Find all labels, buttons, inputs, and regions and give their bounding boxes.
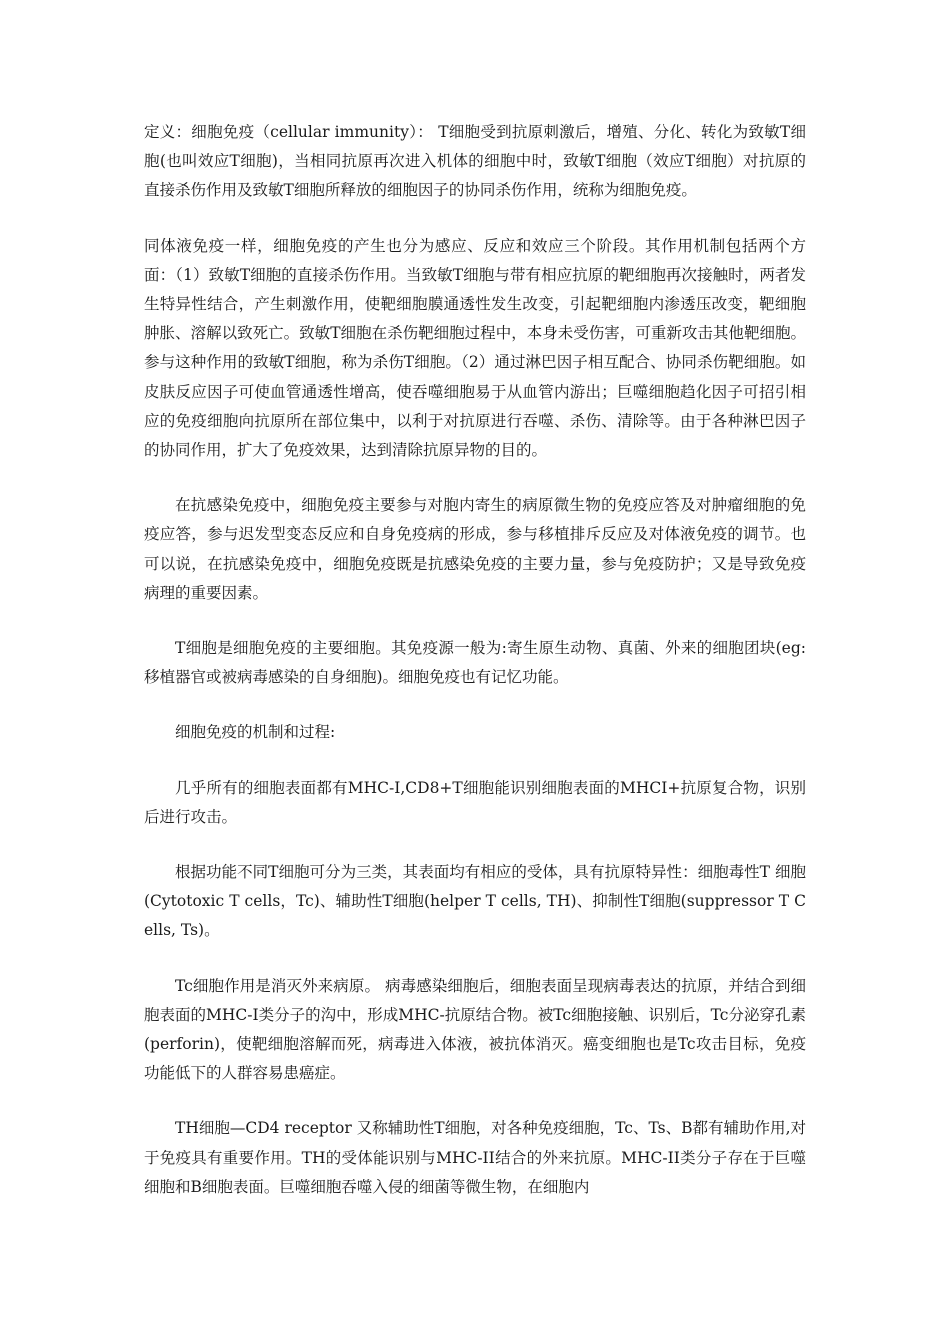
paragraph-anti-infection: 在抗感染免疫中，细胞免疫主要参与对胞内寄生的病原微生物的免疫应答及对肿瘤细胞的免疫应答，参与迟发型变态反应和自身免疫病的形成，参与移植排斥反应及对体液免疫的调节。也可以说，在抗感染免疫中，细胞免疫既是抗感染免疫的主要力量，参与免疫防护；又是导致免疫病理的重要因素。	[144, 496, 806, 602]
paragraph-definition: 定义：细胞免疫（cellular immunity）： T细胞受到抗原刺激后，增殖、分化、转化为致敏T细胞(也叫效应T细胞)，当相同抗原再次进入机体的细胞中时，致敏T细胞（效应T细胞）对抗原的直接杀伤作用及致敏T细胞所释放的细胞因子的协同杀伤作用，统称为细胞免疫。	[144, 123, 806, 200]
paragraph-mechanism: 同体液免疫一样，细胞免疫的产生也分为感应、反应和效应三个阶段。其作用机制包括两个方面：（1）致敏T细胞的直接杀伤作用。当致敏T细胞与带有相应抗原的靶细胞再次接触时，两者发生特异性结合，产生刺激作用，使靶细胞膜通透性发生改变，引起靶细胞内渗透压改变，靶细胞肿胀、溶解以致死亡。致敏T细胞在杀伤靶细胞过程中，本身未受伤害，可重新攻击其他靶细胞。参与这种作用的致敏T细胞，称为杀伤T细胞。（2）通过淋巴因子相互配合、协同杀伤靶细胞。如皮肤反应因子可使血管通透性增高，使吞噬细胞易于从血管内游出；巨噬细胞趋化因子可招引相应的免疫细胞向抗原所在部位集中，以利于对抗原进行吞噬、杀伤、清除等。由于各种淋巴因子的协同作用，扩大了免疫效果，达到清除抗原异物的目的。	[144, 236, 806, 460]
paragraph-t-cell-main: T细胞是细胞免疫的主要细胞。其免疫源一般为:寄生原生动物、真菌、外来的细胞团块(eg:移植器官或被病毒感染的自身细胞)。细胞免疫也有记忆功能。	[144, 639, 806, 687]
document-body	[144, 118, 806, 1228]
paragraph-tc-cells: Tc细胞作用是消灭外来病原。 病毒感染细胞后，细胞表面呈现病毒表达的抗原，并结合到细胞表面的MHC-I类分子的沟中，形成MHC-抗原结合物。被Tc细胞接触、识别后，Tc分泌穿孔素(perforin)，使靶细胞溶解而死，病毒进入体液，被抗体消灭。癌变细胞也是Tc攻击目标，免疫功能低下的人群容易患癌症。	[144, 976, 806, 1083]
paragraph-th-cells: TH细胞—CD4 receptor 又称辅助性T细胞，对各种免疫细胞，Tc、Ts、B都有辅助作用,对于免疫具有重要作用。TH的受体能识别与MHC-II结合的外来抗原。MHC-II类分子存在于巨噬细胞和B细胞表面。巨噬细胞吞噬入侵的细菌等微生物，在细胞内	[144, 1119, 806, 1196]
paragraph-mhc-i: 几乎所有的细胞表面都有MHC-I,CD8+T细胞能识别细胞表面的MHCI+抗原复合物，识别后进行攻击。	[144, 778, 806, 826]
paragraph-process-heading: 细胞免疫的机制和过程:	[175, 723, 336, 742]
paragraph-t-cell-types: 根据功能不同T细胞可分为三类，其表面均有相应的受体，具有抗原特异性：细胞毒性T 细胞(Cytotoxic T cells，Tc)、辅助性T细胞(helper T cells, TH)、抑制性T细胞(suppressor T Cells, Ts)。	[144, 863, 806, 940]
